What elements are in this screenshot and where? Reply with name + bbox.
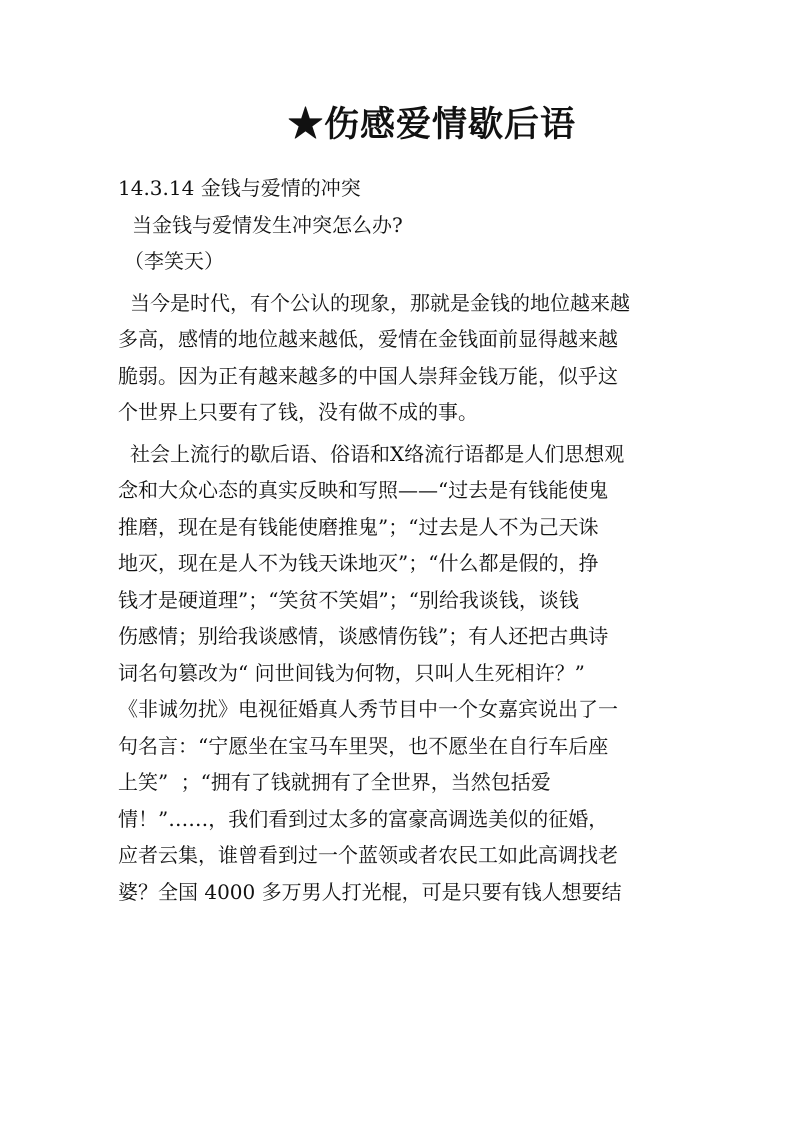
paragraph-2 (118, 436, 678, 911)
paragraph-2-line: 地灭，现在是人不为钱天诛地灭”；“什么都是假的，挣 (118, 551, 599, 575)
paragraph-2-line: 句名言：“宁愿坐在宝马车里哭，也不愿坐在自行车后座 (118, 733, 609, 758)
paragraph-2-line: 词名句篡改为“ 问世间钱为何物，只叫人生死相许？” (118, 660, 585, 685)
subtitle: 当金钱与爱情发生冲突怎么办? (132, 212, 403, 237)
author: （李笑天） (124, 249, 224, 273)
paragraph-2-line: 念和大众心态的真实反映和写照——“过去是有钱能使鬼 (118, 478, 609, 502)
paragraph-2-line: 婆？全国 4000 多万男人打光棍，可是只要有钱人想要结 (118, 879, 622, 904)
paragraph-1 (118, 285, 678, 431)
paragraph-1-line: 脆弱。因为正有越来越多的中国人崇拜金钱万能，似乎这 (118, 363, 618, 388)
document-title: ★伤感爱情歇后语 (287, 104, 576, 145)
paragraph-2-line: 《非诚勿扰》电视征婚真人秀节目中一个女嘉宾说出了一 (118, 697, 618, 721)
paragraph-1-line: 个世界上只要有了钱，没有做不成的事。 (118, 400, 478, 424)
paragraph-1-line: 当今是时代，有个公认的现象，那就是金钱的地位越来越 (130, 290, 630, 315)
paragraph-2-line: 上笑” ；“拥有了钱就拥有了全世界，当然包括爱 (118, 770, 551, 794)
paragraph-2-line: 伤感情；别给我谈感情，谈感情伤钱”；有人还把古典诗 (118, 624, 609, 648)
paragraph-2-line: 钱才是硬道理”；“笑贫不笑娼”；“别给我谈钱，谈钱 (118, 587, 579, 612)
paragraph-2-line: 推磨，现在是有钱能使磨推鬼”；“过去是人不为己天诛 (118, 514, 599, 539)
paragraph-2-line: 应者云集，谁曾看到过一个蓝领或者农民工如此高调找老 (118, 843, 618, 867)
paragraph-1-line: 多高，感情的地位越来越低，爱情在金钱面前显得越来越 (118, 327, 618, 351)
document-body (118, 170, 678, 910)
paragraph-2-line: 社会上流行的歇后语、俗语和X络流行语都是人们思想观 (130, 441, 625, 466)
paragraph-2-line: 情！”……，我们看到过太多的富豪高调选美似的征婚， (118, 806, 609, 831)
section-heading: 14.3.14 金钱与爱情的冲突 (118, 176, 361, 200)
